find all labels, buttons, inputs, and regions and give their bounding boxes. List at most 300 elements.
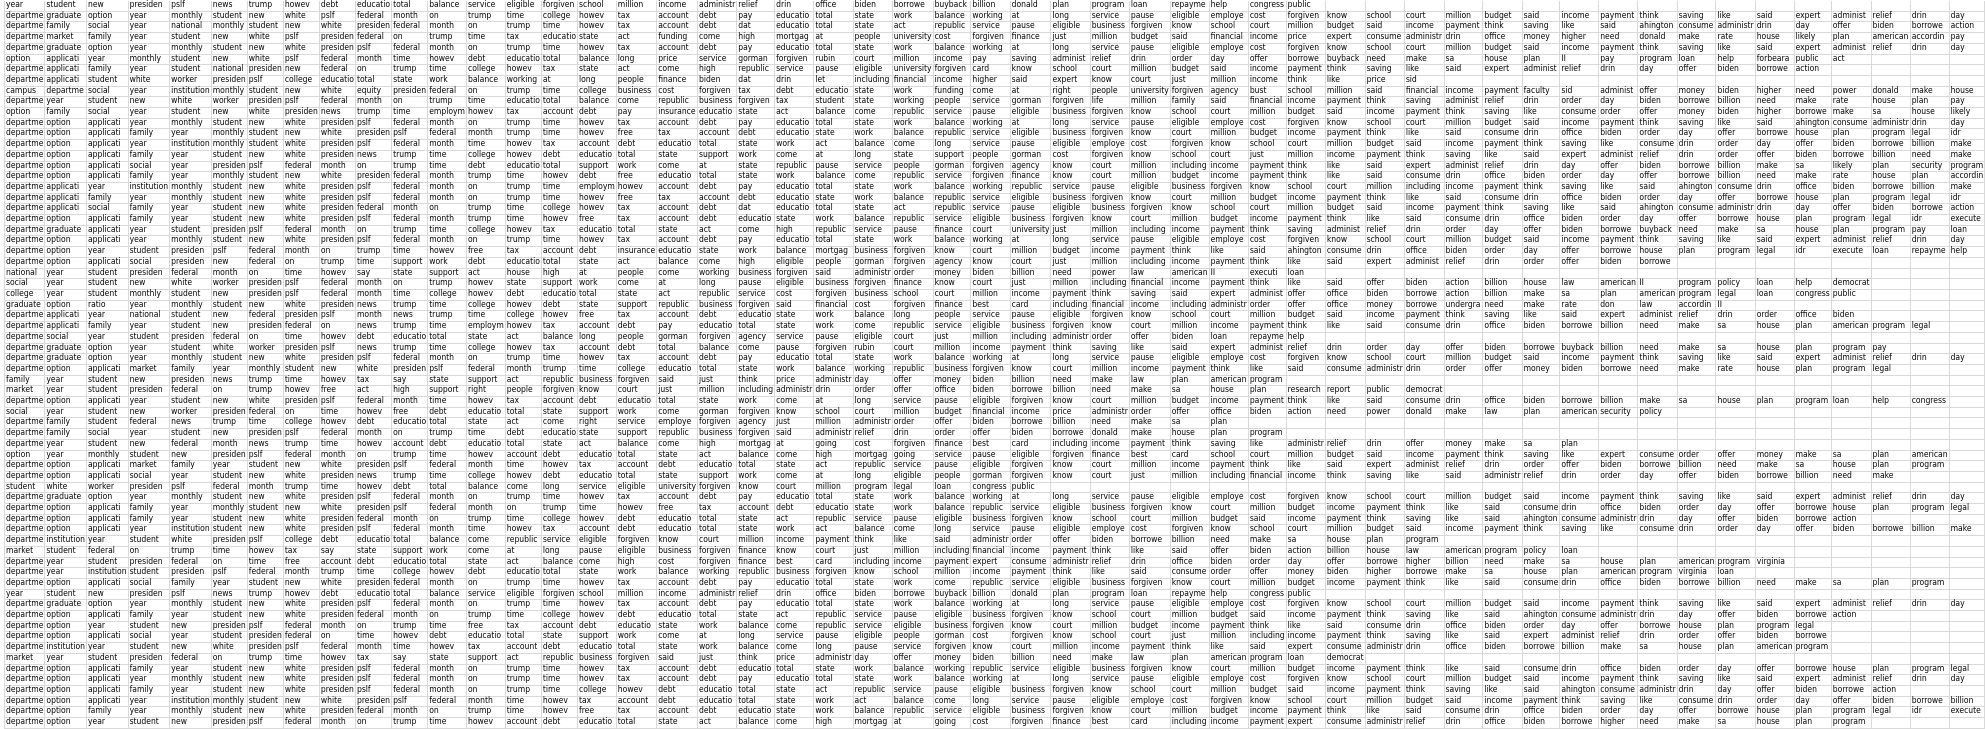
sheet-cell[interactable]: forgiven — [971, 621, 1010, 632]
sheet-cell[interactable]: news — [211, 375, 247, 386]
sheet-cell[interactable]: money — [933, 653, 971, 664]
sheet-cell[interactable]: service — [853, 611, 892, 622]
sheet-cell[interactable]: court — [1129, 632, 1170, 643]
sheet-cell[interactable]: working — [698, 268, 737, 279]
sheet-cell[interactable]: federal — [170, 653, 212, 664]
sheet-cell[interactable]: republic — [541, 653, 577, 664]
sheet-cell[interactable]: social — [86, 429, 128, 440]
sheet-cell[interactable]: month — [428, 578, 467, 589]
sheet-cell[interactable]: budget — [933, 407, 971, 418]
sheet-cell[interactable]: including — [1129, 257, 1170, 268]
sheet-cell[interactable]: know — [1325, 493, 1365, 504]
sheet-cell[interactable]: income — [971, 343, 1010, 354]
sheet-cell[interactable]: social — [5, 279, 45, 290]
sheet-cell[interactable] — [1755, 386, 1794, 397]
sheet-cell[interactable]: pslf — [355, 675, 391, 686]
sheet-cell[interactable]: howev — [541, 311, 577, 322]
sheet-cell[interactable]: departme — [6, 214, 44, 225]
sheet-cell[interactable]: tax — [541, 322, 577, 333]
sheet-cell[interactable] — [1325, 1, 1365, 11]
sheet-cell[interactable]: tax — [505, 108, 541, 119]
sheet-cell[interactable] — [1365, 332, 1404, 343]
sheet-cell[interactable]: day — [1404, 343, 1444, 354]
sheet-cell[interactable]: act — [466, 268, 505, 279]
sheet-cell[interactable]: court — [1129, 514, 1170, 525]
sheet-cell[interactable]: tax — [578, 696, 617, 707]
sheet-cell[interactable] — [1910, 1, 1949, 11]
sheet-cell[interactable]: like — [1444, 504, 1483, 515]
sheet-cell[interactable] — [1871, 257, 1910, 268]
sheet-cell[interactable]: people — [892, 632, 933, 643]
sheet-cell[interactable]: business — [933, 364, 971, 375]
sheet-cell[interactable]: make — [1910, 86, 1949, 97]
sheet-cell[interactable]: on — [505, 504, 541, 515]
sheet-cell[interactable]: applicati — [45, 182, 87, 193]
sheet-cell[interactable]: student — [211, 150, 247, 161]
sheet-cell[interactable]: payment — [1209, 279, 1248, 290]
sheet-cell[interactable]: day — [1599, 172, 1638, 183]
sheet-cell[interactable]: total — [814, 182, 853, 193]
sheet-cell[interactable]: presiden — [170, 332, 212, 343]
sheet-cell[interactable] — [1794, 407, 1831, 418]
sheet-cell[interactable]: service — [971, 140, 1010, 151]
sheet-cell[interactable]: order — [1248, 300, 1286, 311]
sheet-cell[interactable]: balance — [933, 493, 971, 504]
sheet-cell[interactable]: offer — [892, 386, 933, 397]
sheet-cell[interactable]: loan — [1716, 568, 1755, 579]
sheet-cell[interactable] — [1871, 482, 1910, 493]
sheet-cell[interactable]: option — [5, 108, 45, 119]
sheet-cell[interactable] — [1949, 364, 1985, 375]
sheet-cell[interactable]: cost — [657, 86, 698, 97]
sheet-cell[interactable]: trump — [428, 279, 467, 290]
sheet-cell[interactable] — [1716, 653, 1755, 664]
sheet-cell[interactable]: said — [1365, 172, 1404, 183]
sheet-cell[interactable]: total — [616, 471, 656, 482]
sheet-cell[interactable]: student — [170, 108, 212, 119]
sheet-cell[interactable]: trump — [283, 439, 319, 450]
sheet-cell[interactable]: payment — [1170, 364, 1209, 375]
sheet-cell[interactable]: long — [853, 150, 892, 161]
sheet-cell[interactable]: borrowe — [1871, 525, 1910, 536]
sheet-cell[interactable] — [1871, 611, 1910, 622]
sheet-cell[interactable]: billion — [1010, 375, 1051, 386]
sheet-cell[interactable]: budget — [1170, 65, 1209, 76]
sheet-cell[interactable]: know — [1325, 236, 1365, 247]
sheet-cell[interactable]: balance — [853, 707, 892, 718]
sheet-cell[interactable]: applicati — [86, 514, 128, 525]
sheet-cell[interactable]: at — [892, 718, 933, 729]
sheet-cell[interactable]: ahington — [1522, 514, 1560, 525]
sheet-cell[interactable]: court — [1404, 675, 1444, 686]
sheet-cell[interactable]: institution — [171, 524, 210, 535]
sheet-cell[interactable]: drin — [1910, 600, 1949, 611]
sheet-cell[interactable]: educatio — [775, 11, 814, 22]
sheet-cell[interactable]: payment — [1248, 718, 1286, 729]
sheet-cell[interactable]: payment — [1404, 311, 1444, 322]
sheet-cell[interactable]: educatio — [775, 193, 814, 204]
sheet-cell[interactable] — [1949, 257, 1985, 268]
sheet-cell[interactable]: trump — [392, 343, 428, 354]
sheet-cell[interactable]: budget — [1483, 118, 1522, 129]
sheet-cell[interactable]: know — [1325, 675, 1365, 686]
sheet-cell[interactable]: tax — [737, 86, 775, 97]
sheet-cell[interactable]: loan — [1949, 225, 1985, 236]
sheet-cell[interactable]: borrowe — [1286, 54, 1325, 65]
sheet-cell[interactable] — [1365, 589, 1404, 600]
sheet-cell[interactable]: million — [1129, 461, 1170, 472]
sheet-cell[interactable]: service — [933, 172, 971, 183]
sheet-cell[interactable]: like — [1444, 514, 1483, 525]
sheet-cell[interactable]: total — [698, 611, 737, 622]
sheet-cell[interactable]: forgiven — [1129, 664, 1170, 675]
sheet-cell[interactable] — [1248, 418, 1286, 429]
sheet-cell[interactable]: biden — [1248, 546, 1286, 557]
sheet-cell[interactable] — [1638, 439, 1677, 450]
sheet-cell[interactable]: biden — [971, 653, 1010, 664]
sheet-cell[interactable]: business — [1010, 322, 1051, 333]
sheet-cell[interactable]: money — [933, 375, 971, 386]
sheet-cell[interactable]: house — [1716, 397, 1755, 408]
sheet-cell[interactable]: expert — [1599, 450, 1638, 461]
sheet-cell[interactable]: budget — [1051, 247, 1090, 258]
sheet-cell[interactable]: said — [1755, 675, 1794, 686]
sheet-cell[interactable]: offer — [1286, 300, 1325, 311]
sheet-cell[interactable]: applicati — [45, 311, 87, 322]
sheet-cell[interactable]: program — [1871, 225, 1910, 236]
sheet-cell[interactable]: on — [466, 675, 505, 686]
sheet-cell[interactable] — [1949, 439, 1985, 450]
sheet-cell[interactable]: tax — [541, 65, 577, 76]
sheet-cell[interactable]: payment — [1209, 621, 1248, 632]
sheet-cell[interactable]: house — [1209, 386, 1248, 397]
sheet-cell[interactable]: educatio — [775, 493, 814, 504]
sheet-cell[interactable]: pause — [1010, 22, 1051, 33]
sheet-cell[interactable]: howev — [319, 332, 355, 343]
sheet-cell[interactable]: house — [1325, 536, 1365, 547]
sheet-cell[interactable]: employe — [657, 418, 698, 429]
sheet-cell[interactable]: trump — [283, 482, 319, 493]
sheet-cell[interactable]: cost — [1129, 140, 1170, 151]
sheet-cell[interactable]: presiden — [320, 117, 354, 128]
sheet-cell[interactable]: departme — [6, 685, 44, 695]
sheet-cell[interactable]: office — [1599, 578, 1638, 589]
sheet-cell[interactable]: offer — [1716, 514, 1755, 525]
sheet-cell[interactable]: court — [1248, 22, 1286, 33]
sheet-cell[interactable]: relief — [853, 429, 892, 440]
sheet-cell[interactable]: eligible — [1051, 525, 1090, 536]
sheet-cell[interactable] — [1871, 1, 1910, 11]
sheet-cell[interactable]: month — [428, 236, 467, 247]
sheet-cell[interactable]: offer — [1677, 65, 1716, 76]
sheet-cell[interactable]: income — [1209, 161, 1248, 172]
sheet-cell[interactable]: republic — [505, 536, 541, 547]
sheet-cell[interactable]: family — [128, 215, 170, 226]
sheet-cell[interactable]: long — [933, 140, 971, 151]
sheet-cell[interactable]: pslf — [355, 43, 391, 54]
sheet-cell[interactable]: including — [1170, 718, 1209, 729]
sheet-cell[interactable]: report — [1325, 386, 1365, 397]
sheet-cell[interactable]: debt — [698, 182, 737, 193]
sheet-cell[interactable]: tax — [616, 43, 656, 54]
sheet-cell[interactable]: service — [1090, 236, 1129, 247]
sheet-cell[interactable]: trump — [355, 247, 391, 258]
sheet-cell[interactable]: total — [698, 525, 737, 536]
sheet-cell[interactable]: like — [1286, 279, 1325, 290]
sheet-cell[interactable] — [1910, 632, 1949, 643]
sheet-cell[interactable]: new — [283, 578, 319, 589]
sheet-cell[interactable]: federal — [355, 33, 391, 44]
sheet-cell[interactable]: balance — [541, 332, 577, 343]
sheet-cell[interactable]: time — [428, 65, 467, 76]
sheet-cell[interactable]: support — [933, 150, 971, 161]
sheet-cell[interactable]: make — [1677, 718, 1716, 729]
sheet-cell[interactable]: forgiven — [814, 289, 853, 300]
sheet-cell[interactable]: million — [1286, 450, 1325, 461]
sheet-cell[interactable]: account — [657, 664, 698, 675]
sheet-cell[interactable] — [1949, 1, 1985, 11]
sheet-cell[interactable]: state — [737, 161, 775, 172]
sheet-cell[interactable] — [1910, 439, 1949, 450]
sheet-cell[interactable]: debt — [355, 418, 391, 429]
sheet-cell[interactable]: educatio — [657, 247, 698, 258]
sheet-cell[interactable]: think — [1404, 504, 1444, 515]
sheet-cell[interactable]: saving — [1677, 118, 1716, 129]
sheet-cell[interactable]: student — [247, 504, 283, 515]
sheet-cell[interactable]: time — [428, 225, 467, 236]
sheet-cell[interactable]: national — [211, 65, 247, 76]
sheet-cell[interactable]: tax — [616, 707, 656, 718]
sheet-cell[interactable]: departme — [6, 321, 44, 332]
sheet-cell[interactable]: year — [45, 439, 87, 450]
sheet-cell[interactable]: pause — [1090, 182, 1129, 193]
sheet-cell[interactable]: administr — [776, 385, 813, 396]
sheet-cell[interactable]: execute — [1949, 215, 1985, 226]
sheet-cell[interactable]: at — [505, 546, 541, 557]
sheet-cell[interactable]: on — [466, 236, 505, 247]
sheet-cell[interactable]: applicati — [86, 397, 128, 408]
sheet-cell[interactable]: said — [1286, 364, 1325, 375]
sheet-cell[interactable]: court — [1090, 172, 1129, 183]
sheet-cell[interactable]: family — [128, 204, 170, 215]
sheet-cell[interactable]: balance — [933, 354, 971, 365]
sheet-cell[interactable]: debt — [698, 707, 737, 718]
sheet-cell[interactable]: budget — [1129, 33, 1170, 44]
sheet-cell[interactable]: month — [428, 354, 467, 365]
sheet-cell[interactable]: howev — [578, 354, 617, 365]
sheet-cell[interactable]: drin — [1716, 696, 1755, 707]
sheet-cell[interactable]: need — [1483, 557, 1522, 568]
sheet-cell[interactable]: think — [1522, 140, 1560, 151]
sheet-cell[interactable]: legal — [1794, 621, 1831, 632]
sheet-cell[interactable]: year — [170, 632, 212, 643]
sheet-cell[interactable]: time — [505, 611, 541, 622]
sheet-cell[interactable]: order — [1170, 54, 1209, 65]
sheet-cell[interactable]: court — [892, 343, 933, 354]
sheet-cell[interactable]: law — [1483, 407, 1522, 418]
sheet-cell[interactable] — [1871, 375, 1910, 386]
sheet-cell[interactable]: year — [128, 225, 170, 236]
sheet-cell[interactable]: biden — [1831, 311, 1871, 322]
sheet-cell[interactable]: state — [541, 439, 577, 450]
sheet-cell[interactable]: state — [737, 364, 775, 375]
sheet-cell[interactable]: said — [1404, 525, 1444, 536]
sheet-cell[interactable]: like — [1716, 118, 1755, 129]
sheet-cell[interactable] — [1755, 418, 1794, 429]
sheet-cell[interactable]: order — [1677, 664, 1716, 675]
sheet-cell[interactable]: pause — [853, 643, 892, 654]
sheet-cell[interactable]: departme — [6, 674, 44, 685]
sheet-cell[interactable]: know — [1090, 707, 1129, 718]
sheet-cell[interactable]: debt — [698, 675, 737, 686]
sheet-cell[interactable]: market — [128, 364, 170, 375]
sheet-cell[interactable]: offer — [1051, 536, 1090, 547]
sheet-cell[interactable]: billion — [1599, 397, 1638, 408]
sheet-cell[interactable]: applicati — [86, 257, 128, 268]
sheet-cell[interactable]: account — [578, 525, 617, 536]
sheet-cell[interactable]: monthly — [211, 696, 247, 707]
sheet-cell[interactable]: on — [319, 632, 355, 643]
sheet-cell[interactable]: school — [1365, 43, 1404, 54]
sheet-cell[interactable]: price — [1286, 33, 1325, 44]
sheet-cell[interactable]: borrowe — [1010, 386, 1051, 397]
sheet-cell[interactable]: biden — [1638, 578, 1677, 589]
sheet-cell[interactable]: come — [616, 97, 656, 108]
sheet-cell[interactable]: expert — [1794, 600, 1831, 611]
sheet-cell[interactable]: presiden — [320, 470, 354, 481]
sheet-cell[interactable]: like — [1325, 322, 1365, 333]
sheet-cell[interactable]: social — [86, 22, 128, 33]
sheet-cell[interactable] — [1871, 311, 1910, 322]
sheet-cell[interactable]: debt — [319, 536, 355, 547]
sheet-cell[interactable]: service — [1090, 118, 1129, 129]
sheet-cell[interactable]: borrowe — [1129, 536, 1170, 547]
sheet-cell[interactable]: long — [541, 482, 577, 493]
sheet-cell[interactable]: balance — [853, 311, 892, 322]
sheet-cell[interactable]: like — [1716, 600, 1755, 611]
sheet-cell[interactable]: like — [1716, 43, 1755, 54]
sheet-cell[interactable]: said — [1325, 279, 1365, 290]
sheet-cell[interactable]: educatio — [506, 256, 540, 267]
sheet-cell[interactable]: pause — [1010, 140, 1051, 151]
sheet-cell[interactable]: school — [892, 568, 933, 579]
sheet-cell[interactable]: time — [392, 289, 428, 300]
sheet-cell[interactable]: like — [1404, 65, 1444, 76]
sheet-cell[interactable]: departme — [6, 64, 44, 75]
sheet-cell[interactable]: loan — [1755, 279, 1794, 290]
sheet-cell[interactable]: income — [971, 568, 1010, 579]
sheet-cell[interactable]: trump — [505, 578, 541, 589]
sheet-cell[interactable]: family — [86, 322, 128, 333]
sheet-cell[interactable]: federal — [428, 461, 467, 472]
sheet-cell[interactable]: service — [933, 215, 971, 226]
sheet-cell[interactable]: news — [211, 1, 247, 11]
sheet-cell[interactable] — [1871, 75, 1910, 86]
sheet-cell[interactable]: departme — [6, 599, 44, 610]
sheet-cell[interactable]: virginia — [1755, 557, 1794, 568]
sheet-cell[interactable] — [1522, 268, 1560, 279]
sheet-cell[interactable]: educatio — [698, 461, 737, 472]
sheet-cell[interactable]: howev — [578, 493, 617, 504]
sheet-cell[interactable]: tax — [616, 354, 656, 365]
sheet-cell[interactable]: time — [505, 707, 541, 718]
sheet-cell[interactable]: balance — [541, 557, 577, 568]
sheet-cell[interactable]: year — [128, 525, 170, 536]
sheet-cell[interactable]: court — [971, 247, 1010, 258]
sheet-cell[interactable]: departme — [6, 428, 44, 439]
sheet-cell[interactable]: federal — [128, 418, 170, 429]
sheet-cell[interactable]: educatio — [393, 331, 427, 342]
sheet-cell[interactable]: republic — [541, 375, 577, 386]
sheet-cell[interactable]: departme — [6, 492, 44, 503]
sheet-cell[interactable] — [1871, 514, 1910, 525]
sheet-cell[interactable]: mortgag — [775, 33, 814, 44]
sheet-cell[interactable]: year — [45, 386, 87, 397]
sheet-cell[interactable]: plan — [1170, 653, 1209, 664]
sheet-cell[interactable]: saving — [1404, 514, 1444, 525]
sheet-cell[interactable]: administr — [1366, 363, 1403, 374]
sheet-cell[interactable]: billion — [971, 589, 1010, 600]
sheet-cell[interactable] — [1325, 418, 1365, 429]
sheet-cell[interactable]: long — [933, 525, 971, 536]
sheet-cell[interactable]: forgiven — [1286, 675, 1325, 686]
sheet-cell[interactable]: time — [466, 311, 505, 322]
sheet-cell[interactable]: presiden — [356, 460, 391, 471]
sheet-cell[interactable]: million — [971, 289, 1010, 300]
sheet-cell[interactable]: cost — [1248, 600, 1286, 611]
sheet-cell[interactable]: time — [541, 578, 577, 589]
sheet-cell[interactable]: people — [933, 471, 971, 482]
sheet-cell[interactable]: agency — [737, 332, 775, 343]
sheet-cell[interactable]: eligible — [892, 471, 933, 482]
sheet-cell[interactable]: income — [933, 54, 971, 65]
sheet-cell[interactable]: at — [1010, 86, 1051, 97]
sheet-cell[interactable]: cost — [1129, 525, 1170, 536]
sheet-cell[interactable]: administr — [815, 652, 852, 663]
sheet-cell[interactable]: new — [247, 204, 283, 215]
sheet-cell[interactable]: educatio — [698, 108, 737, 119]
sheet-cell[interactable]: million — [1051, 643, 1090, 654]
sheet-cell[interactable]: institution — [171, 85, 210, 96]
sheet-cell[interactable]: including — [1249, 631, 1285, 642]
sheet-cell[interactable]: payment — [1444, 450, 1483, 461]
sheet-cell[interactable]: federal — [283, 450, 319, 461]
sheet-cell[interactable]: make — [1522, 300, 1560, 311]
sheet-cell[interactable]: institution — [46, 642, 85, 653]
sheet-cell[interactable]: administr — [1600, 513, 1637, 524]
sheet-cell[interactable]: order — [1638, 129, 1677, 140]
sheet-cell[interactable]: federal — [319, 97, 355, 108]
sheet-cell[interactable]: income — [1170, 257, 1209, 268]
sheet-cell[interactable]: relief — [1871, 236, 1910, 247]
sheet-cell[interactable]: family — [128, 664, 170, 675]
sheet-cell[interactable]: debt — [578, 172, 617, 183]
sheet-cell[interactable]: total — [392, 589, 428, 600]
sheet-cell[interactable]: time — [428, 300, 467, 311]
sheet-cell[interactable]: family — [86, 707, 128, 718]
sheet-cell[interactable]: eligible — [1051, 140, 1090, 151]
sheet-cell[interactable]: educatio — [578, 471, 617, 482]
sheet-cell[interactable]: state — [737, 525, 775, 536]
sheet-cell[interactable]: billion — [1560, 643, 1599, 654]
sheet-cell[interactable]: forgiven — [698, 418, 737, 429]
sheet-cell[interactable] — [1755, 589, 1794, 600]
sheet-cell[interactable]: presiden — [212, 535, 246, 546]
sheet-cell[interactable]: card — [814, 557, 853, 568]
sheet-cell[interactable]: ratio — [86, 300, 128, 311]
sheet-cell[interactable]: office — [933, 386, 971, 397]
sheet-cell[interactable]: on — [466, 686, 505, 697]
